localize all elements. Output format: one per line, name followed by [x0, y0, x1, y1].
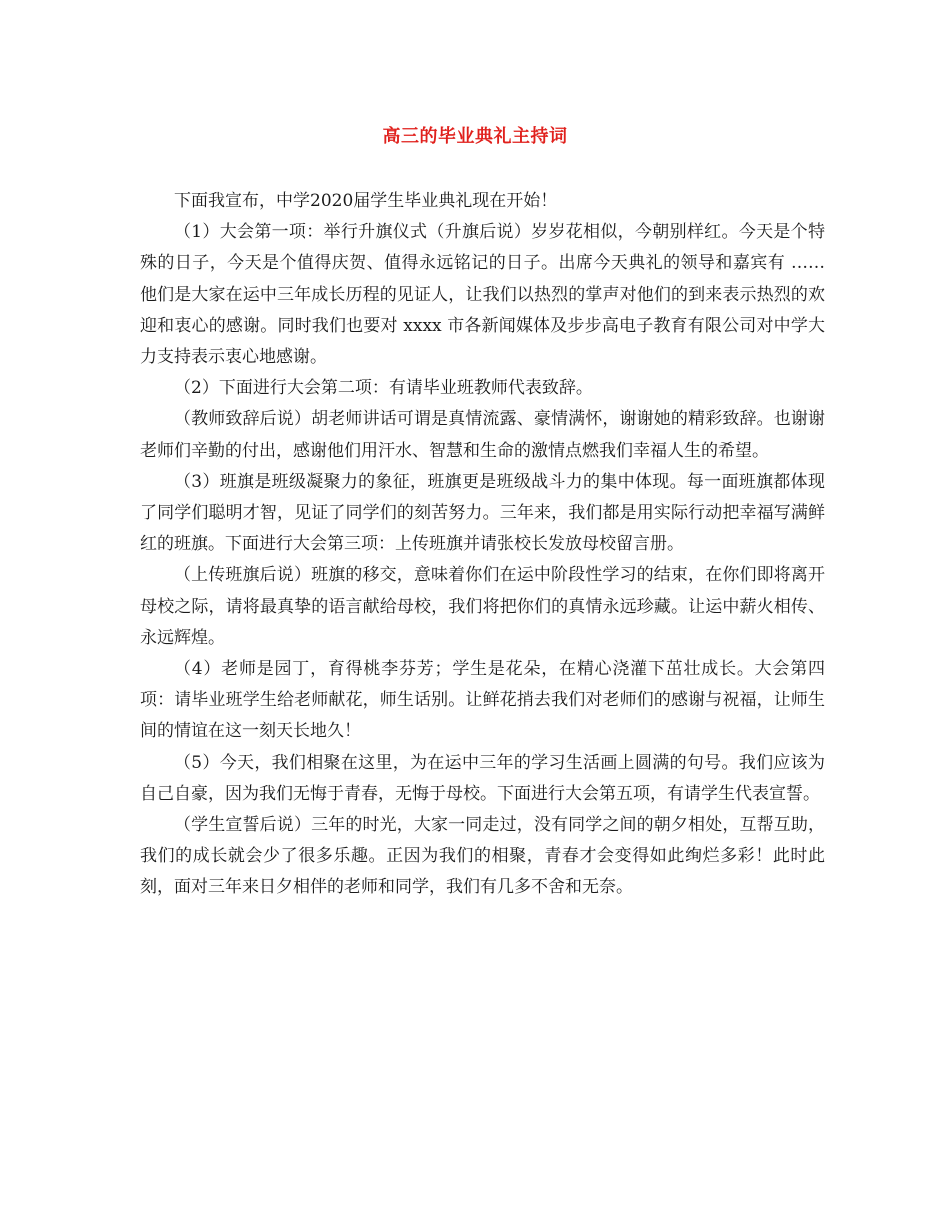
paragraph: （2）下面进行大会第二项：有请毕业班教师代表致辞。	[174, 378, 593, 399]
paragraph: （上传班旗后说）班旗的移交，意味着你们在运中阶段性学习的结束，在你们即将离开母校之际，请将最真挚的语言献给母校，我们将把你们的真情永远珍藏。让运中薪火相传、永远辉煌。	[140, 565, 825, 648]
paragraph: （5）今天，我们相聚在这里，为在运中三年的学习生活画上圆满的句号。我们应该为自己自豪，因为我们无悔于青春，无悔于母校。下面进行大会第五项，有请学生代表宣誓。	[140, 752, 825, 804]
paragraph: （教师致辞后说）胡老师讲话可谓是真情流露、豪情满怀，谢谢她的精彩致辞。也谢谢老师们辛勤的付出，感谢他们用汗水、智慧和生命的激情点燃我们幸福人生的希望。	[140, 409, 825, 461]
paragraph: （学生宣誓后说）三年的时光，大家一同走过，没有同学之间的朝夕相处，互帮互助，我们的成长就会少了很多乐趣。正因为我们的相聚，青春才会变得如此绚烂多彩！此时此刻，面对三年来日夕相伴的老师和同学，我们有几多不舍和无奈。	[140, 815, 825, 898]
paragraph: （3）班旗是班级凝聚力的象征，班旗更是班级战斗力的集中体现。每一面班旗都体现了同学们聪明才智，见证了同学们的刻苦努力。三年来，我们都是用实际行动把幸福写满鲜红的班旗。下面进行大会第三项：上传班旗并请张校长发放母校留言册。	[140, 471, 825, 555]
paragraph: （1）大会第一项：举行升旗仪式（升旗后说）岁岁花相似，今朝别样红。今天是个特殊的日子，今天是个值得庆贺、值得永远铭记的日子。出席今天典礼的领导和嘉宾有 ……他们是大家在运中三年成长历程的见证人，让我们以热烈的掌声对他们的到来表示热烈的欢迎和衷心的感谢。同时我们也要对 xxxx 市各新闻媒体及步步高电子教育有限公司对中学大力支持表示衷心地感谢。	[140, 222, 825, 368]
document-body	[140, 186, 825, 904]
document-title: 高三的毕业典礼主持词	[382, 126, 568, 147]
paragraph: （4）老师是园丁，育得桃李芬芳；学生是花朵，在精心浇灌下茁壮成长。大会第四项：请毕业班学生给老师献花，师生话别。让鲜花捎去我们对老师们的感谢与祝福，让师生间的情谊在这一刻天长地久！	[140, 659, 825, 742]
paragraph: 下面我宣布，中学2020届学生毕业典礼现在开始！	[174, 191, 558, 211]
